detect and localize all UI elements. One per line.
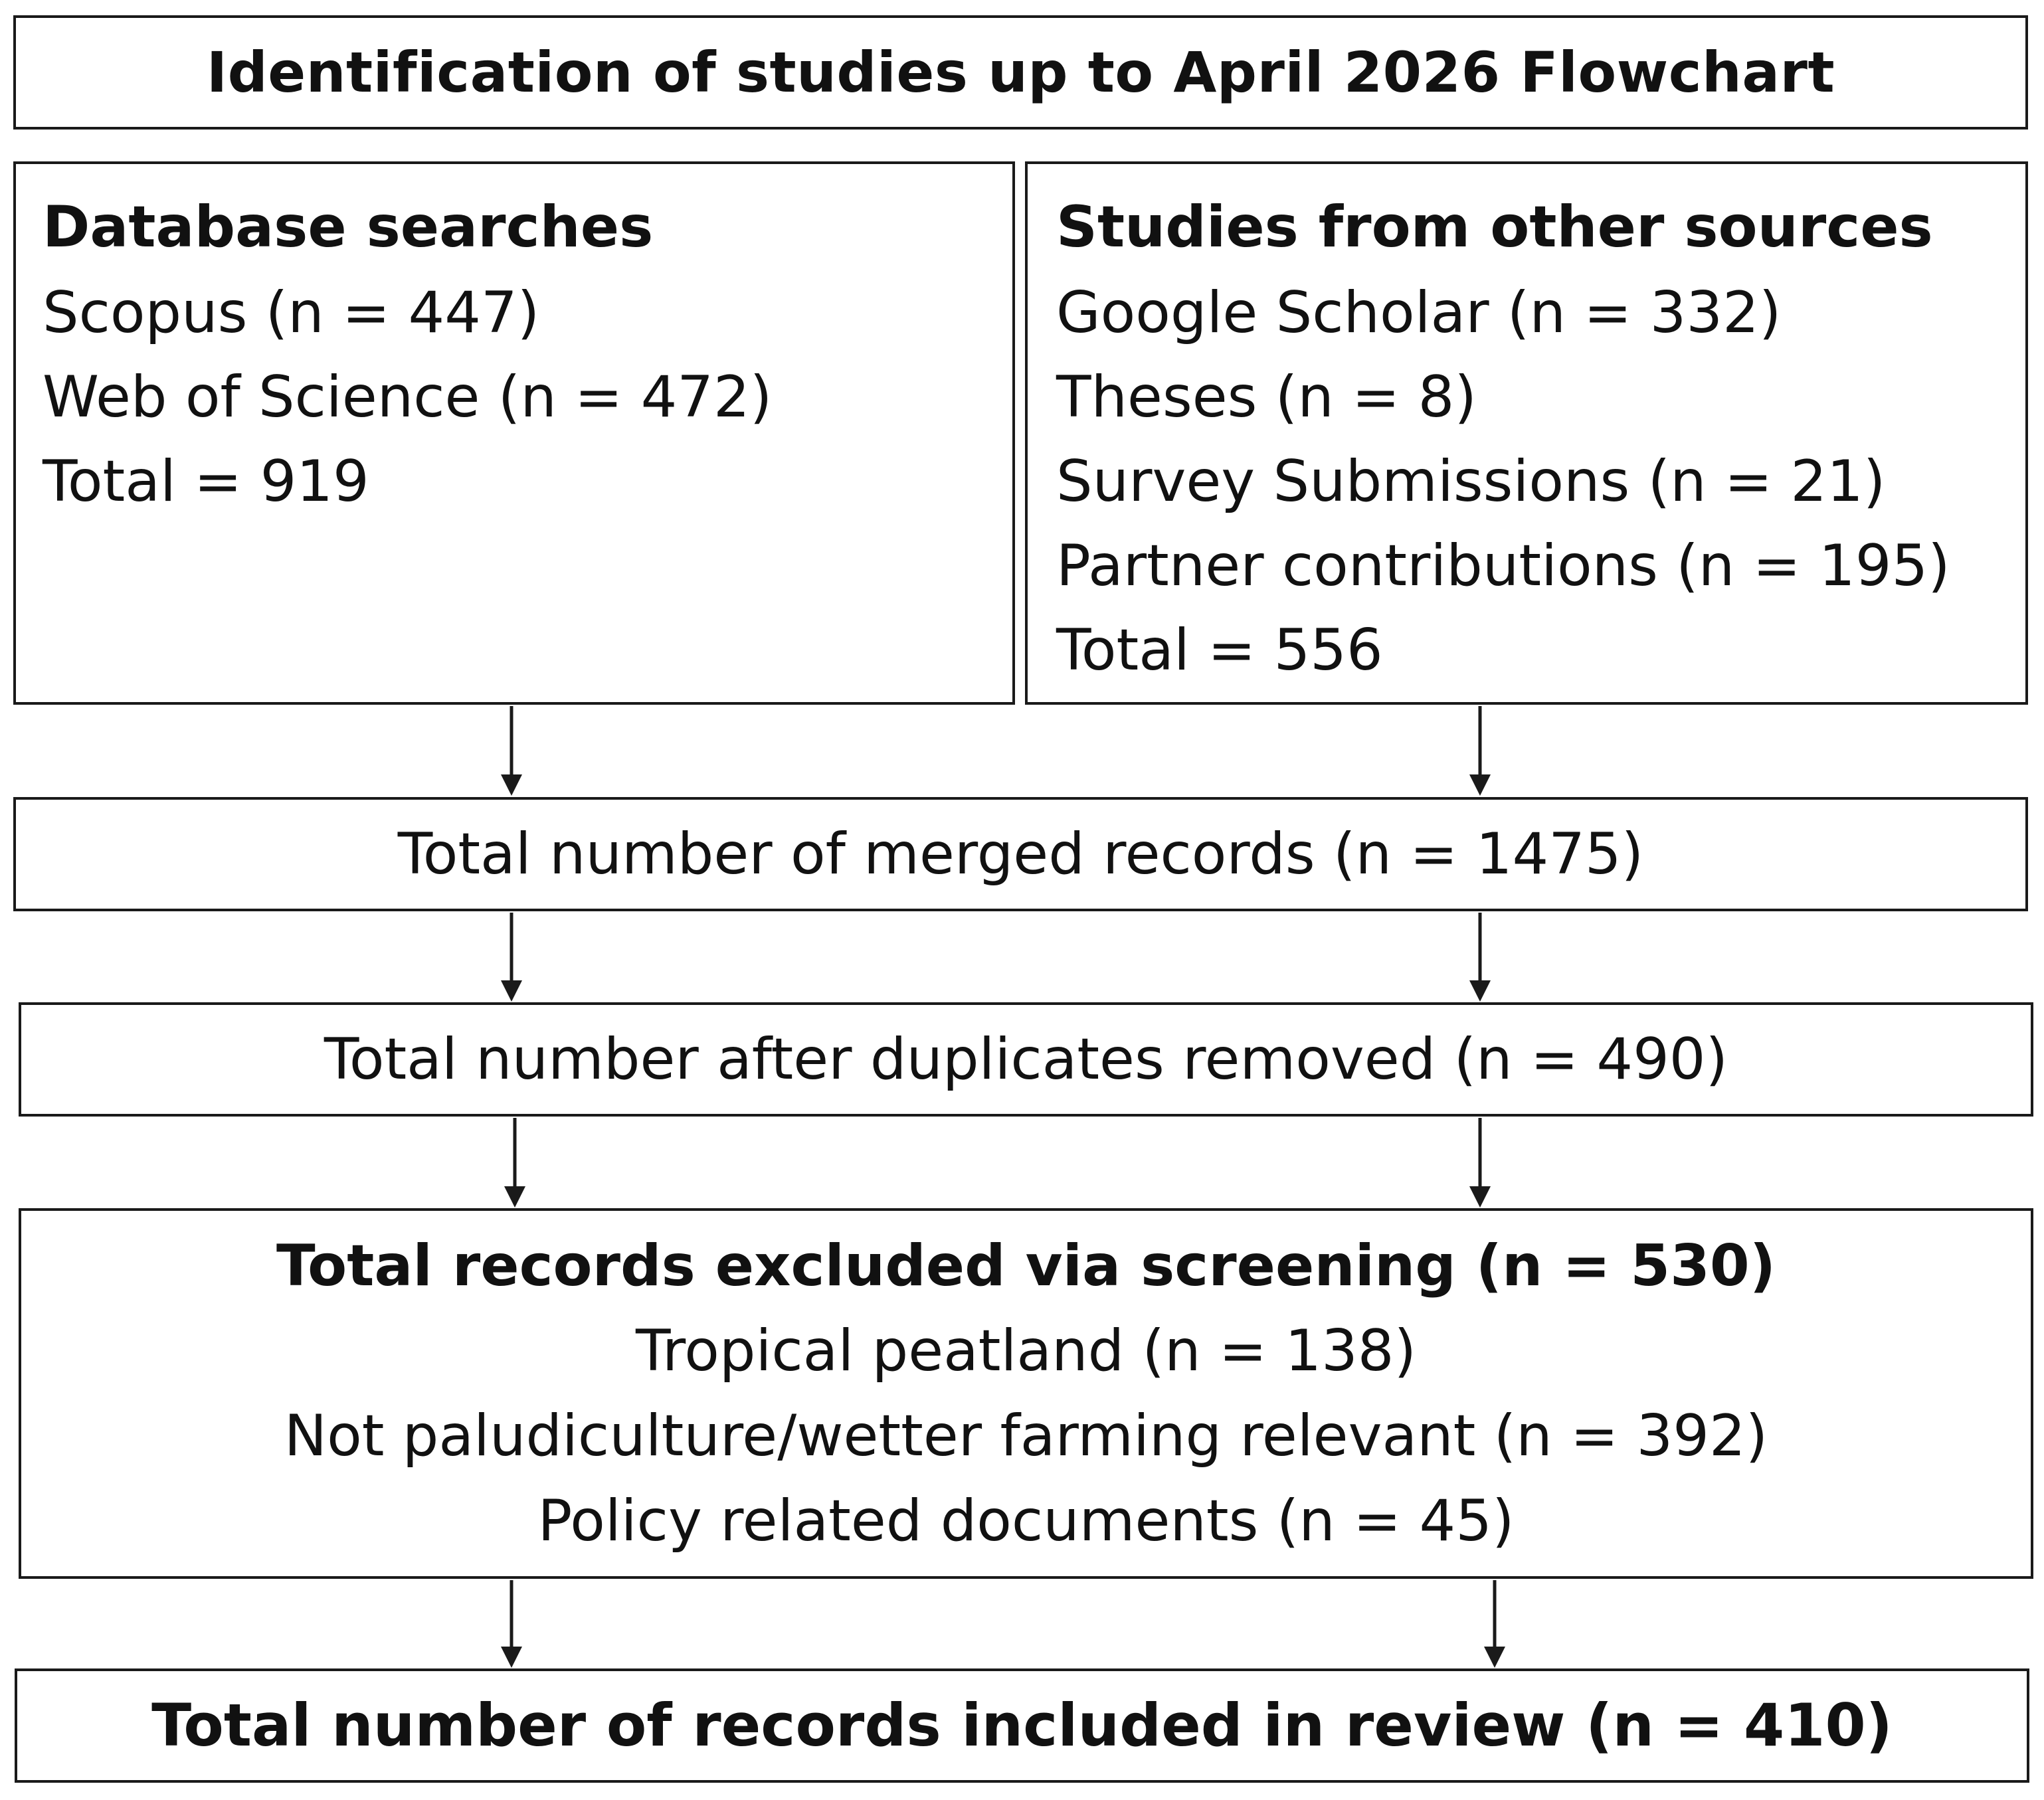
merged-records-box: [13, 797, 2028, 911]
database-searches-box: [13, 161, 1015, 705]
other-sources-box: [1025, 161, 2028, 705]
database-item-web-of-science: Web of Science (n = 472): [43, 364, 773, 430]
other-sources-total: Total = 556: [1056, 617, 1383, 683]
database-total: Total = 919: [43, 448, 369, 515]
database-item-scopus: Scopus (n = 447): [43, 280, 540, 346]
arrow-other-to-merged: [1469, 706, 1491, 796]
other-item-survey-submissions: Survey Submissions (n = 21): [1056, 448, 1886, 515]
other-item-google-scholar: Google Scholar (n = 332): [1056, 280, 1782, 346]
screening-excluded-box: [19, 1208, 2033, 1579]
arrow-merged-to-dedup-left: [501, 913, 522, 1002]
database-searches-heading: Database searches: [43, 194, 654, 260]
flowchart-title: Identification of studies up to April 2026 Flowchart: [206, 40, 1835, 105]
other-item-theses: Theses (n = 8): [1056, 364, 1477, 430]
included-records-box: [15, 1668, 2029, 1783]
other-item-partner-contributions: Partner contributions (n = 195): [1056, 533, 1950, 599]
duplicates-removed-box: [19, 1002, 2033, 1117]
arrow-dedup-to-screening-right: [1469, 1118, 1491, 1208]
screening-item-tropical-peatland: Tropical peatland (n = 138): [635, 1318, 1417, 1384]
duplicates-removed-text: Total number after duplicates removed (n = 490): [324, 1026, 1728, 1093]
screening-item-not-relevant: Not paludiculture/wetter farming relevant (n = 392): [284, 1403, 1768, 1469]
arrow-screening-to-included-right: [1484, 1580, 1505, 1668]
arrow-screening-to-included-left: [501, 1580, 522, 1668]
screening-heading: Total records excluded via screening (n = 530): [276, 1233, 1776, 1299]
arrow-dedup-to-screening-left: [504, 1118, 525, 1208]
flowchart-title-box: [13, 15, 2028, 130]
other-sources-heading: Studies from other sources: [1056, 194, 1933, 260]
screening-item-policy-documents: Policy related documents (n = 45): [537, 1488, 1515, 1554]
included-records-text: Total number of records included in review (n = 410): [151, 1691, 1893, 1759]
arrow-merged-to-dedup-right: [1469, 913, 1491, 1002]
merged-records-text: Total number of merged records (n = 1475): [397, 821, 1644, 887]
arrow-database-to-merged: [501, 706, 522, 796]
